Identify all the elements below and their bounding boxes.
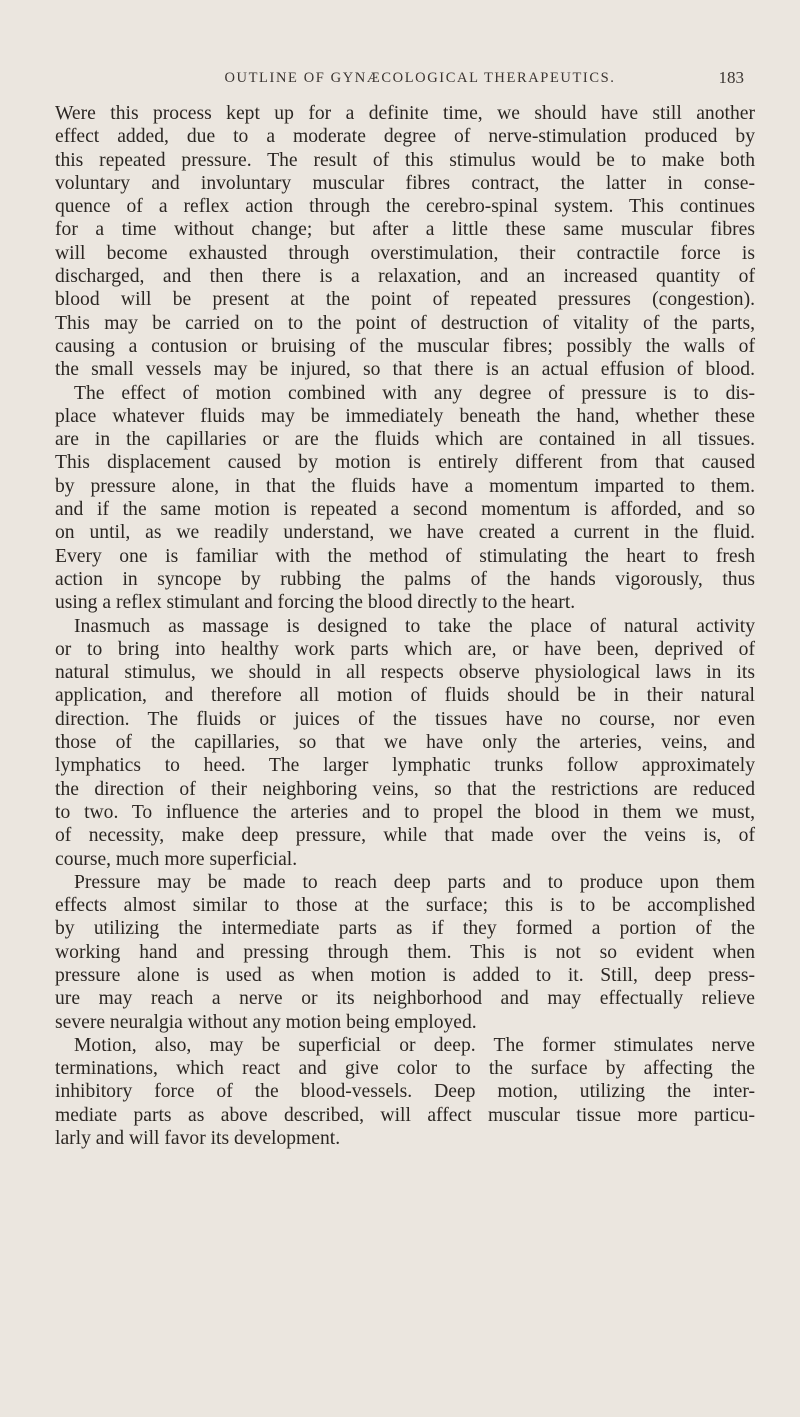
text-line: are in the capillaries or are the fluids which are contained in all tissues. xyxy=(55,429,755,451)
text-line: of necessity, make deep pressure, while that made over the veins is, of xyxy=(55,825,755,847)
text-line: This displacement caused by motion is entirely different from that caused xyxy=(55,452,755,474)
text-line: by utilizing the intermediate parts as if they formed a portion of the xyxy=(55,918,755,940)
text-line: quence of a reflex action through the cerebro-spinal system. This continues xyxy=(55,196,755,218)
text-line: course, much more superficial. xyxy=(55,848,298,870)
text-line: the direction of their neighboring veins, so that the restrictions are reduced xyxy=(55,778,755,800)
text-line: causing a contusion or bruising of the muscular fibres; possibly the walls of xyxy=(55,335,755,357)
text-line: place whatever fluids may be immediately beneath the hand, whether these xyxy=(55,405,755,427)
text-line: pressure alone is used as when motion is added to it. Still, deep press- xyxy=(55,964,755,986)
text-line: Pressure may be made to reach deep parts and to produce upon them xyxy=(74,871,755,893)
text-line: will become exhausted through overstimulation, their contractile force is xyxy=(55,242,755,264)
text-line: by pressure alone, in that the fluids have a momentum imparted to them. xyxy=(55,475,755,497)
text-line: Were this process kept up for a definite time, we should have still another xyxy=(55,103,755,124)
text-line: effects almost similar to those at the surface; this is to be accomplished xyxy=(55,895,755,917)
text-line: Motion, also, may be superficial or deep. The former stimulates nerve xyxy=(74,1034,755,1056)
text-line: natural stimulus, we should in all respects observe physiological laws in its xyxy=(55,662,755,684)
body-text xyxy=(55,102,755,1150)
text-line: terminations, which react and give color to the surface by affecting the xyxy=(55,1058,755,1080)
text-line: those of the capillaries, so that we have only the arteries, veins, and xyxy=(55,732,755,754)
text-line: The effect of motion combined with any degree of pressure is to dis- xyxy=(74,382,755,404)
text-line: this repeated pressure. The result of this stimulus would be to make both xyxy=(55,149,755,171)
text-line: discharged, and then there is a relaxation, and an increased quantity of xyxy=(55,266,755,288)
text-line: inhibitory force of the blood-vessels. Deep motion, utilizing the inter- xyxy=(55,1081,755,1103)
text-line: on until, as we readily understand, we have created a current in the fluid. xyxy=(55,522,755,544)
text-line: action in syncope by rubbing the palms of the hands vigorously, thus xyxy=(55,568,755,590)
text-line: lymphatics to heed. The larger lymphatic trunks follow approximately xyxy=(55,755,755,777)
text-line: mediate parts as above described, will affect muscular tissue more particu- xyxy=(55,1104,755,1126)
text-line: effect added, due to a moderate degree of nerve-stimulation produced by xyxy=(55,126,755,148)
text-line: the small vessels may be injured, so that there is an actual effusion of blood. xyxy=(55,359,755,381)
text-line: direction. The fluids or juices of the tissues have no course, nor even xyxy=(55,708,755,730)
text-line: to two. To influence the arteries and to propel the blood in them we must, xyxy=(55,801,755,823)
text-line: This may be carried on to the point of destruction of vitality of the parts, xyxy=(55,312,755,334)
text-line: working hand and pressing through them. This is not so evident when xyxy=(55,941,755,963)
text-line: and if the same motion is repeated a second momentum is afforded, and so xyxy=(55,499,755,521)
text-line: Every one is familiar with the method of stimulating the heart to fresh xyxy=(55,545,755,567)
text-line: ure may reach a nerve or its neighborhood and may effectually relieve xyxy=(55,988,755,1010)
page-number: 183 xyxy=(718,68,744,87)
text-line: blood will be present at the point of repeated pressures (congestion). xyxy=(55,289,755,311)
text-line: Inasmuch as massage is designed to take the place of natural activity xyxy=(74,615,755,637)
text-line: larly and will favor its development. xyxy=(55,1128,341,1150)
text-line: severe neuralgia without any motion being employed. xyxy=(55,1011,477,1033)
running-head-title: OUTLINE OF GYNÆCOLOGICAL THERAPEUTICS. xyxy=(224,70,616,86)
text-line: application, and therefore all motion of fluids should be in their natural xyxy=(55,685,755,707)
text-line: voluntary and involuntary muscular fibres contract, the latter in conse- xyxy=(55,172,755,194)
text-line: using a reflex stimulant and forcing the blood directly to the heart. xyxy=(55,592,576,614)
text-line: for a time without change; but after a little these same muscular fibres xyxy=(55,219,755,241)
text-line: or to bring into healthy work parts which are, or have been, deprived of xyxy=(55,638,755,660)
